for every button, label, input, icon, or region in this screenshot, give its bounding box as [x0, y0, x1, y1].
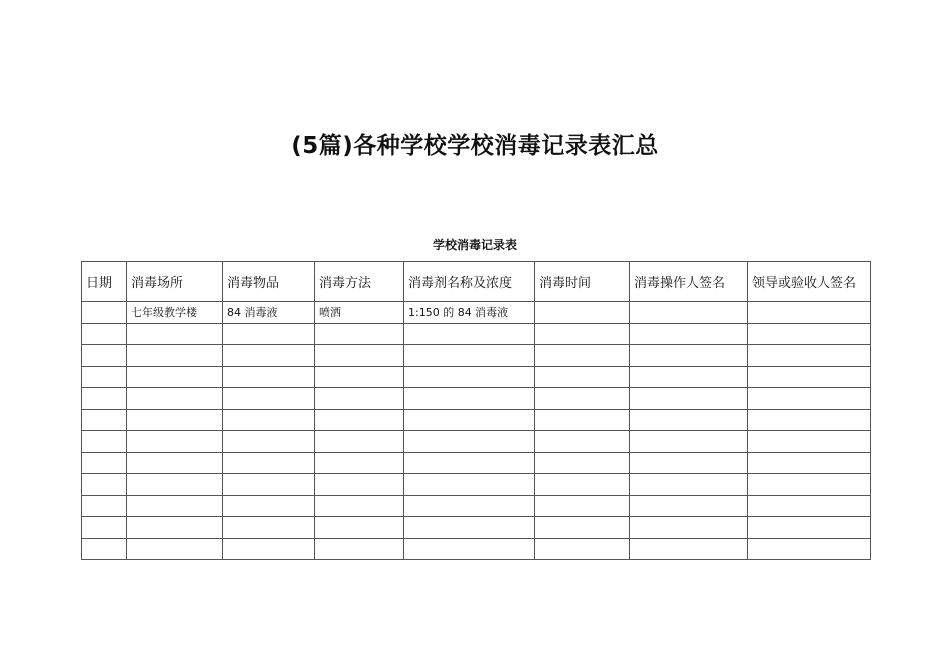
cell-operator-signature — [630, 345, 748, 367]
header-method: 消毒方法 — [315, 262, 404, 302]
cell-items — [223, 474, 315, 496]
cell-inspector-signature — [748, 409, 871, 431]
cell-items — [223, 366, 315, 388]
cell-location — [127, 366, 223, 388]
cell-items — [223, 345, 315, 367]
header-disinfectant: 消毒剂名称及浓度 — [404, 262, 535, 302]
cell-disinfectant — [404, 345, 535, 367]
cell-date — [82, 495, 127, 517]
table-header-row — [82, 262, 871, 302]
cell-time — [535, 302, 630, 324]
table-row — [82, 409, 871, 431]
cell-inspector-signature — [748, 388, 871, 410]
cell-date — [82, 302, 127, 324]
cell-date — [82, 323, 127, 345]
table-row — [82, 538, 871, 560]
cell-time — [535, 388, 630, 410]
cell-time — [535, 517, 630, 539]
cell-inspector-signature — [748, 474, 871, 496]
cell-time — [535, 474, 630, 496]
cell-time — [535, 409, 630, 431]
cell-operator-signature — [630, 517, 748, 539]
document-title: (5篇)各种学校学校消毒记录表汇总 — [291, 133, 659, 159]
cell-disinfectant — [404, 431, 535, 453]
cell-method — [315, 517, 404, 539]
cell-inspector-signature — [748, 517, 871, 539]
header-location: 消毒场所 — [127, 262, 223, 302]
cell-operator-signature — [630, 388, 748, 410]
cell-operator-signature — [630, 538, 748, 560]
table-row — [82, 323, 871, 345]
cell-disinfectant: 1:150 的 84 消毒液 — [404, 302, 535, 324]
cell-operator-signature — [630, 495, 748, 517]
cell-items — [223, 323, 315, 345]
cell-operator-signature — [630, 452, 748, 474]
cell-time — [535, 366, 630, 388]
table-row — [82, 452, 871, 474]
cell-date — [82, 366, 127, 388]
cell-disinfectant — [404, 452, 535, 474]
cell-disinfectant — [404, 495, 535, 517]
cell-method — [315, 538, 404, 560]
cell-method — [315, 474, 404, 496]
cell-items — [223, 517, 315, 539]
header-inspector-signature: 领导或验收人签名 — [748, 262, 871, 302]
table-row — [82, 388, 871, 410]
cell-disinfectant — [404, 517, 535, 539]
cell-method — [315, 388, 404, 410]
cell-location — [127, 345, 223, 367]
header-time: 消毒时间 — [535, 262, 630, 302]
table-caption: 学校消毒记录表 — [432, 238, 517, 252]
header-operator-signature: 消毒操作人签名 — [630, 262, 748, 302]
cell-inspector-signature — [748, 452, 871, 474]
disinfection-record-table — [81, 261, 871, 560]
cell-date — [82, 388, 127, 410]
cell-method — [315, 495, 404, 517]
cell-date — [82, 431, 127, 453]
cell-disinfectant — [404, 323, 535, 345]
cell-inspector-signature — [748, 538, 871, 560]
table-row — [82, 345, 871, 367]
header-date: 日期 — [82, 262, 127, 302]
cell-time — [535, 538, 630, 560]
cell-method — [315, 323, 404, 345]
cell-location — [127, 388, 223, 410]
cell-time — [535, 495, 630, 517]
cell-method — [315, 452, 404, 474]
cell-inspector-signature — [748, 302, 871, 324]
cell-items — [223, 409, 315, 431]
cell-location — [127, 452, 223, 474]
cell-date — [82, 452, 127, 474]
cell-items — [223, 431, 315, 453]
table-row — [82, 366, 871, 388]
cell-disinfectant — [404, 366, 535, 388]
header-items: 消毒物品 — [223, 262, 315, 302]
cell-method — [315, 366, 404, 388]
table-row — [82, 495, 871, 517]
table-row — [82, 431, 871, 453]
cell-location — [127, 495, 223, 517]
cell-inspector-signature — [748, 431, 871, 453]
cell-location — [127, 431, 223, 453]
cell-items — [223, 538, 315, 560]
cell-date — [82, 517, 127, 539]
cell-method: 喷洒 — [315, 302, 404, 324]
cell-time — [535, 323, 630, 345]
cell-disinfectant — [404, 409, 535, 431]
cell-time — [535, 345, 630, 367]
cell-operator-signature — [630, 366, 748, 388]
cell-method — [315, 409, 404, 431]
cell-operator-signature — [630, 431, 748, 453]
cell-inspector-signature — [748, 323, 871, 345]
cell-inspector-signature — [748, 345, 871, 367]
cell-time — [535, 431, 630, 453]
cell-location — [127, 538, 223, 560]
cell-operator-signature — [630, 474, 748, 496]
cell-items — [223, 388, 315, 410]
cell-method — [315, 431, 404, 453]
cell-method — [315, 345, 404, 367]
cell-operator-signature — [630, 323, 748, 345]
table-row — [82, 517, 871, 539]
cell-time — [535, 452, 630, 474]
cell-inspector-signature — [748, 366, 871, 388]
cell-date — [82, 538, 127, 560]
cell-operator-signature — [630, 302, 748, 324]
cell-location — [127, 409, 223, 431]
table-row — [82, 474, 871, 496]
cell-location — [127, 323, 223, 345]
cell-items — [223, 452, 315, 474]
cell-date — [82, 345, 127, 367]
cell-date — [82, 474, 127, 496]
cell-operator-signature — [630, 409, 748, 431]
table-row — [82, 302, 871, 324]
cell-location — [127, 474, 223, 496]
cell-disinfectant — [404, 474, 535, 496]
cell-location: 七年级教学楼 — [127, 302, 223, 324]
table-body — [82, 302, 871, 560]
cell-location — [127, 517, 223, 539]
cell-date — [82, 409, 127, 431]
cell-disinfectant — [404, 538, 535, 560]
cell-items — [223, 495, 315, 517]
cell-inspector-signature — [748, 495, 871, 517]
cell-items: 84 消毒液 — [223, 302, 315, 324]
cell-disinfectant — [404, 388, 535, 410]
